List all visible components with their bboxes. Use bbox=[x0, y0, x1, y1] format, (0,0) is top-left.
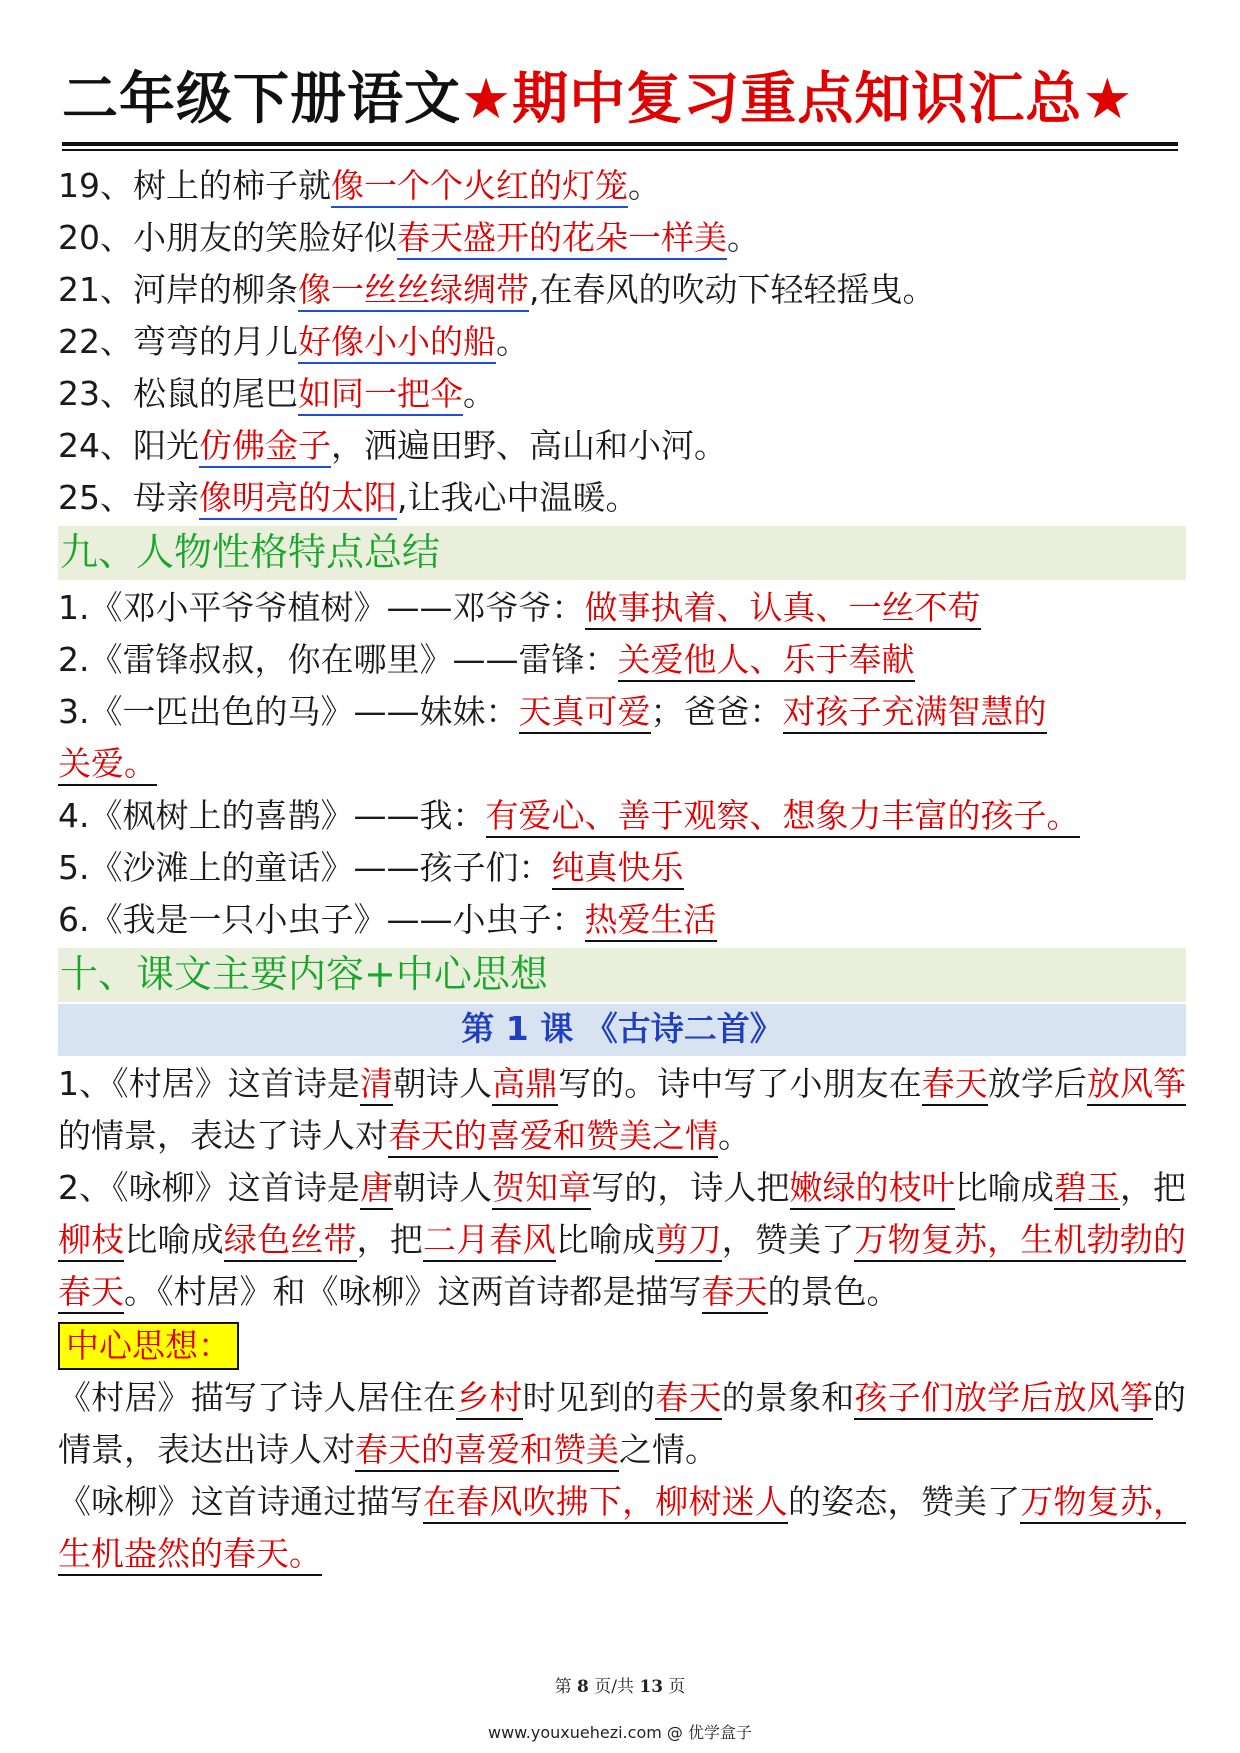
para-answer: 唐 bbox=[360, 1168, 393, 1210]
para-answer: 孩子们放学后放风筝 bbox=[854, 1378, 1153, 1420]
para-answer: 乡村 bbox=[456, 1378, 522, 1420]
page-number-mid: 页/共 bbox=[588, 1677, 640, 1697]
page-content bbox=[58, 160, 1186, 1580]
item-text: ,让我心中温暖。 bbox=[397, 478, 639, 517]
para-text: 朝诗人 bbox=[392, 1168, 493, 1207]
para-answer: 清 bbox=[360, 1064, 393, 1106]
item-answer: 春天盛开的花朵一样美 bbox=[397, 218, 727, 260]
section-heading-characters: 九、人物性格特点总结 bbox=[58, 526, 1186, 580]
item-text: 20、小朋友的笑脸好似 bbox=[58, 218, 397, 257]
section-heading-main-content: 十、课文主要内容+中心思想 bbox=[58, 948, 1186, 1002]
list-item bbox=[58, 212, 1186, 264]
item-text: 1.《邓小平爷爷植树》——邓爷爷： bbox=[58, 588, 585, 627]
key-idea-label-row bbox=[58, 1318, 1186, 1372]
list-item bbox=[58, 842, 1186, 894]
para-text: 的情景，表达出诗人对 bbox=[58, 1378, 1187, 1469]
list-item bbox=[58, 316, 1186, 368]
item-answer: 对孩子充满智慧的 bbox=[783, 692, 1047, 734]
item-answer: 有爱心、善于观察、想象力丰富的孩子。 bbox=[486, 796, 1080, 838]
para-text: 。 bbox=[718, 1116, 751, 1155]
para-text: 《村居》描写了诗人居住在 bbox=[58, 1378, 457, 1417]
character-list bbox=[58, 582, 1186, 946]
current-page: 8 bbox=[576, 1677, 589, 1697]
item-text: 25、母亲 bbox=[58, 478, 199, 517]
total-pages: 13 bbox=[639, 1677, 664, 1697]
para-text: ，把 bbox=[356, 1220, 424, 1259]
item-text: 。 bbox=[727, 218, 760, 257]
item-text: 23、松鼠的尾巴 bbox=[58, 374, 298, 413]
list-item bbox=[58, 634, 1186, 686]
list-item bbox=[58, 686, 1186, 790]
site-watermark: www.youxuehezi.com @ 优学盒子 bbox=[488, 1723, 752, 1742]
item-text: 。 bbox=[463, 374, 496, 413]
key-idea-cunju bbox=[58, 1372, 1186, 1476]
item-text: 24、阳光 bbox=[58, 426, 199, 465]
item-text: 。 bbox=[496, 322, 529, 361]
item-text: ,在春风的吹动下轻轻摇曳。 bbox=[529, 270, 936, 309]
item-text: 21、河岸的柳条 bbox=[58, 270, 298, 309]
item-text: 2.《雷锋叔叔，你在哪里》——雷锋： bbox=[58, 640, 618, 679]
para-answer: 春天 bbox=[922, 1064, 988, 1106]
para-text: 。《村居》和《咏柳》这两首诗都是描写 bbox=[124, 1272, 702, 1311]
para-answer: 剪刀 bbox=[655, 1220, 721, 1262]
title-topic: ★期中复习重点知识汇总★ bbox=[461, 67, 1134, 132]
para-answer: 绿色丝带 bbox=[224, 1220, 357, 1262]
page-header bbox=[62, 62, 1178, 150]
item-answer: 关爱他人、乐于奉献 bbox=[618, 640, 915, 682]
title-rule-thin bbox=[62, 149, 1178, 151]
para-text: 的景象和 bbox=[721, 1378, 855, 1417]
para-answer: 春天的喜爱和赞美 bbox=[355, 1430, 619, 1472]
item-answer: 天真可爱 bbox=[519, 692, 651, 734]
para-answer: 春天的喜爱和赞美之情 bbox=[388, 1116, 718, 1158]
page-number-prefix: 第 bbox=[554, 1677, 577, 1697]
list-item bbox=[58, 790, 1186, 842]
list-item bbox=[58, 420, 1186, 472]
metaphor-list bbox=[58, 160, 1186, 524]
para-answer: 碧玉 bbox=[1054, 1168, 1120, 1210]
para-text: 1、《村居》这首诗是 bbox=[58, 1064, 360, 1103]
paragraph-yongliu bbox=[58, 1162, 1186, 1318]
para-answer: 放风筝 bbox=[1087, 1064, 1186, 1106]
para-answer: 二月春风 bbox=[423, 1220, 556, 1262]
key-idea-label: 中心思想： bbox=[58, 1322, 239, 1370]
para-text: 之情。 bbox=[619, 1430, 718, 1469]
para-text: 朝诗人 bbox=[392, 1064, 493, 1103]
para-text: 的姿态，赞美了 bbox=[788, 1482, 1021, 1521]
item-text: 5.《沙滩上的童话》——孩子们： bbox=[58, 848, 552, 887]
item-answer: 如同一把伞 bbox=[298, 374, 463, 416]
list-item bbox=[58, 894, 1186, 946]
list-item bbox=[58, 264, 1186, 316]
para-text: 比喻成 bbox=[555, 1220, 656, 1259]
lesson-title: 第 1 课 《古诗二首》 bbox=[58, 1004, 1186, 1056]
para-answer: 柳枝 bbox=[58, 1220, 124, 1262]
title-grade: 二年级下册语文 bbox=[62, 67, 461, 132]
para-text: 比喻成 bbox=[954, 1168, 1054, 1207]
list-item bbox=[58, 472, 1186, 524]
item-text: 3.《一匹出色的马》——妹妹： bbox=[58, 692, 519, 731]
item-text: ；爸爸： bbox=[650, 692, 783, 731]
item-answer: 关爱。 bbox=[58, 744, 157, 786]
item-text: 19、树上的柿子就 bbox=[58, 166, 331, 205]
list-item bbox=[58, 160, 1186, 212]
list-item bbox=[58, 368, 1186, 420]
para-text: 比喻成 bbox=[124, 1220, 224, 1259]
para-text: 的景色。 bbox=[767, 1272, 900, 1311]
para-text: ，赞美了 bbox=[721, 1220, 855, 1259]
para-text: 的情景，表达了诗人对 bbox=[58, 1116, 388, 1155]
item-text: 6.《我是一只小虫子》——小虫子： bbox=[58, 900, 585, 939]
para-text: 写的。诗中写了小朋友在 bbox=[558, 1064, 922, 1103]
item-answer: 好像小小的船 bbox=[298, 322, 496, 364]
item-answer: 像一丝丝绿绸带 bbox=[298, 270, 529, 312]
page-number bbox=[0, 1672, 1240, 1697]
item-answer: 像一个个火红的灯笼 bbox=[331, 166, 628, 208]
para-text: 2、《咏柳》这首诗是 bbox=[58, 1168, 360, 1207]
para-text: ，把 bbox=[1120, 1168, 1187, 1207]
para-answer: 春天 bbox=[655, 1378, 721, 1420]
item-answer: 纯真快乐 bbox=[552, 848, 684, 890]
page-number-suffix: 页 bbox=[663, 1677, 686, 1697]
para-text: 《咏柳》这首诗通过描写 bbox=[58, 1482, 423, 1521]
item-text: 。 bbox=[628, 166, 661, 205]
para-answer: 贺知章 bbox=[492, 1168, 591, 1210]
item-answer: 热爱生活 bbox=[585, 900, 717, 942]
para-answer: 在春风吹拂下，柳树迷人 bbox=[423, 1482, 788, 1524]
item-text: 4.《枫树上的喜鹊》——我： bbox=[58, 796, 486, 835]
item-text: ，洒遍田野、高山和小河。 bbox=[331, 426, 727, 465]
list-item bbox=[58, 582, 1186, 634]
key-idea-yongliu bbox=[58, 1476, 1186, 1580]
item-answer: 像明亮的太阳 bbox=[199, 478, 397, 520]
para-answer: 春天 bbox=[702, 1272, 768, 1314]
para-answer: 高鼎 bbox=[492, 1064, 558, 1106]
paragraph-cunju bbox=[58, 1058, 1186, 1162]
para-answer: 万物复苏，生机盎然的春天。 bbox=[58, 1482, 1186, 1576]
para-text: 时见到的 bbox=[522, 1378, 656, 1417]
para-answer: 万物复苏，生机勃勃的春天 bbox=[58, 1220, 1186, 1314]
para-text: 写的，诗人把 bbox=[591, 1168, 790, 1207]
page-title bbox=[62, 62, 1178, 138]
item-answer: 做事执着、认真、一丝不苟 bbox=[585, 588, 981, 630]
para-answer: 嫩绿的枝叶 bbox=[790, 1168, 955, 1210]
item-text: 22、弯弯的月儿 bbox=[58, 322, 298, 361]
title-rule bbox=[62, 142, 1178, 146]
para-text: 放学后 bbox=[987, 1064, 1087, 1103]
item-answer: 仿佛金子 bbox=[199, 426, 331, 468]
